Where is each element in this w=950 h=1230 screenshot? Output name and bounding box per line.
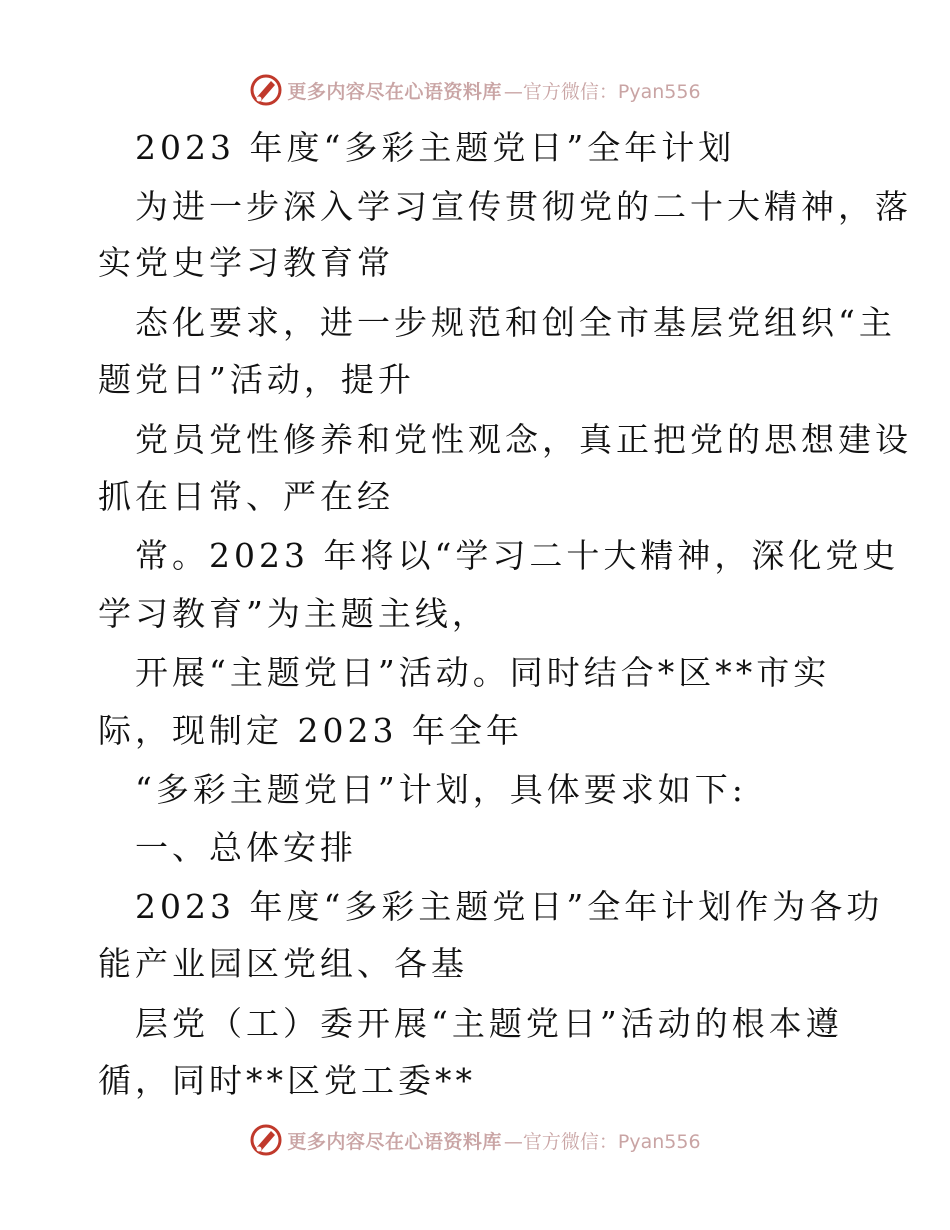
watermark-main-text: 更多内容尽在心语资料库 <box>287 1130 502 1153</box>
doc-section-heading: 一、总体安排 <box>135 828 357 867</box>
doc-line: 学习教育”为主题主线， <box>98 594 489 633</box>
doc-line: 为进一步深入学习宣传贯彻党的二十大精神，落 <box>135 187 912 226</box>
doc-line: 题党日”活动，提升 <box>98 360 415 399</box>
doc-line: 开展“主题党日”活动。同时结合*区**市实 <box>135 653 831 692</box>
doc-line: 党员党性修养和党性观念，真正把党的思想建设 <box>135 420 912 459</box>
doc-line: 层党（工）委开展“主题党日”活动的根本遵 <box>135 1004 843 1043</box>
header-watermark <box>0 70 950 110</box>
doc-line: 态化要求，进一步规范和创全市基层党组织“主 <box>135 303 896 342</box>
doc-line: 实党史学习教育常 <box>98 243 394 282</box>
watermark-sub-text: —官方微信：Pyan556 <box>503 80 701 103</box>
watermark-sub-text: —官方微信：Pyan556 <box>503 1130 701 1153</box>
watermark-main-text: 更多内容尽在心语资料库 <box>287 80 502 103</box>
doc-title: 2023 年度“多彩主题党日”全年计划 <box>135 128 736 167</box>
doc-line: 际，现制定 2023 年全年 <box>98 711 523 750</box>
doc-line: 能产业园区党组、各基 <box>98 944 468 983</box>
doc-line: 常。2023 年将以“学习二十大精神，深化党史 <box>135 536 900 575</box>
doc-line: 抓在日常、严在经 <box>98 477 394 516</box>
watermark-logo-icon <box>249 1123 283 1157</box>
footer-watermark <box>0 1120 950 1160</box>
doc-line: “多彩主题党日”计划，具体要求如下: <box>135 770 747 809</box>
doc-line: 循，同时**区党工委** <box>98 1061 476 1100</box>
watermark-logo-icon <box>249 73 283 107</box>
doc-line: 2023 年度“多彩主题党日”全年计划作为各功 <box>135 887 884 926</box>
